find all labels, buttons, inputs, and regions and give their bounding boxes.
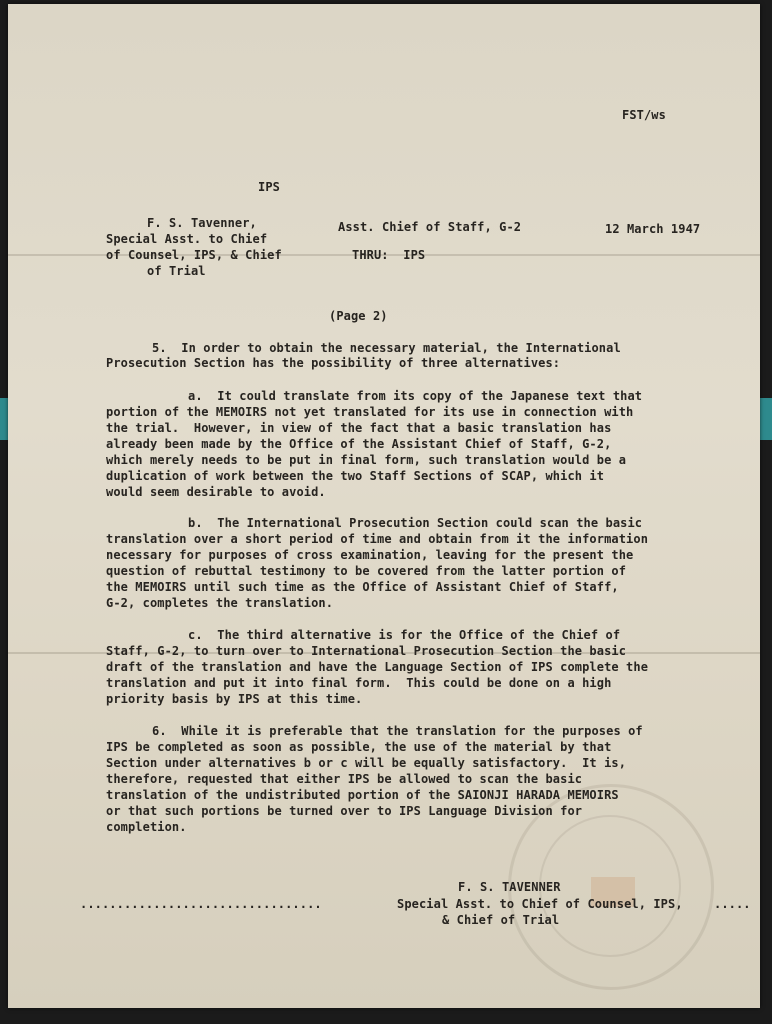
paragraph-c-line: priority basis by IPS at this time. (106, 692, 363, 706)
letter-date: 12 March 1947 (605, 222, 701, 236)
paragraph-b-line: G-2, completes the translation. (106, 596, 334, 610)
paragraph-b-line: b. The International Prosecution Section could scan the basic (188, 516, 643, 530)
signature-title-2: & Chief of Trial (442, 913, 560, 927)
signature-name: F. S. TAVENNER (458, 880, 561, 894)
paragraph-6-line: completion. (106, 820, 187, 834)
paragraph-c-line: translation and put it into final form. This could be done on a high (106, 676, 612, 690)
paragraph-6-line: 6. While it is preferable that the translation for the purposes of (152, 724, 643, 738)
signature-leader-left: ................................. (80, 897, 322, 911)
paragraph-a-line: already been made by the Office of the Assistant Chief of Staff, G-2, (106, 437, 612, 451)
paragraph-b-line: question of rebuttal testimony to be covered from the latter portion of (106, 564, 627, 578)
paragraph-5-line: 5. In order to obtain the necessary material, the International (152, 341, 621, 355)
from-line-4: of Trial (147, 264, 206, 278)
from-line-3: of Counsel, IPS, & Chief (106, 248, 282, 262)
paragraph-6-line: IPS be completed as soon as possible, the use of the material by that (106, 740, 612, 754)
to-recipient: Asst. Chief of Staff, G-2 (338, 220, 522, 234)
paragraph-6-line: translation of the undistributed portion of the SAIONJI HARADA MEMOIRS (106, 788, 619, 802)
from-line-1: F. S. Tavenner, (147, 216, 257, 230)
paragraph-b-line: necessary for purposes of cross examination, leaving for the present the (106, 548, 634, 562)
paragraph-a-line: would seem desirable to avoid. (106, 485, 326, 499)
paragraph-a-line: portion of the MEMOIRS not yet translated for its use in connection with (106, 405, 634, 419)
paragraph-c-line: c. The third alternative is for the Office of the Chief of (188, 628, 621, 642)
from-office: IPS (258, 180, 280, 194)
reference-code: FST/ws (622, 108, 666, 122)
document-page (8, 4, 760, 1008)
thru-line: THRU: IPS (352, 248, 426, 262)
paragraph-a-line: duplication of work between the two Staff Sections of SCAP, which it (106, 469, 605, 483)
paragraph-a-line: a. It could translate from its copy of the Japanese text that (188, 389, 643, 403)
page-label: (Page 2) (329, 309, 388, 323)
paragraph-c-line: draft of the translation and have the Language Section of IPS complete the (106, 660, 649, 674)
signature-leader-right: ..... (714, 897, 751, 911)
paragraph-b-line: the MEMOIRS until such time as the Office of Assistant Chief of Staff, (106, 580, 619, 594)
paragraph-6-line: therefore, requested that either IPS be allowed to scan the basic (106, 772, 583, 786)
paragraph-a-line: the trial. However, in view of the fact that a basic translation has (106, 421, 612, 435)
paragraph-b-line: translation over a short period of time and obtain from it the information (106, 532, 649, 546)
paragraph-5-line: Prosecution Section has the possibility of three alternatives: (106, 356, 561, 370)
paragraph-6-line: Section under alternatives b or c will be equally satisfactory. It is, (106, 756, 627, 770)
from-line-2: Special Asst. to Chief (106, 232, 268, 246)
paragraph-c-line: Staff, G-2, to turn over to International Prosecution Section the basic (106, 644, 627, 658)
signature-title: Special Asst. to Chief of Counsel, IPS, (397, 897, 683, 911)
paragraph-6-line: or that such portions be turned over to IPS Language Division for (106, 804, 583, 818)
paragraph-a-line: which merely needs to be put in final form, such translation would be a (106, 453, 627, 467)
